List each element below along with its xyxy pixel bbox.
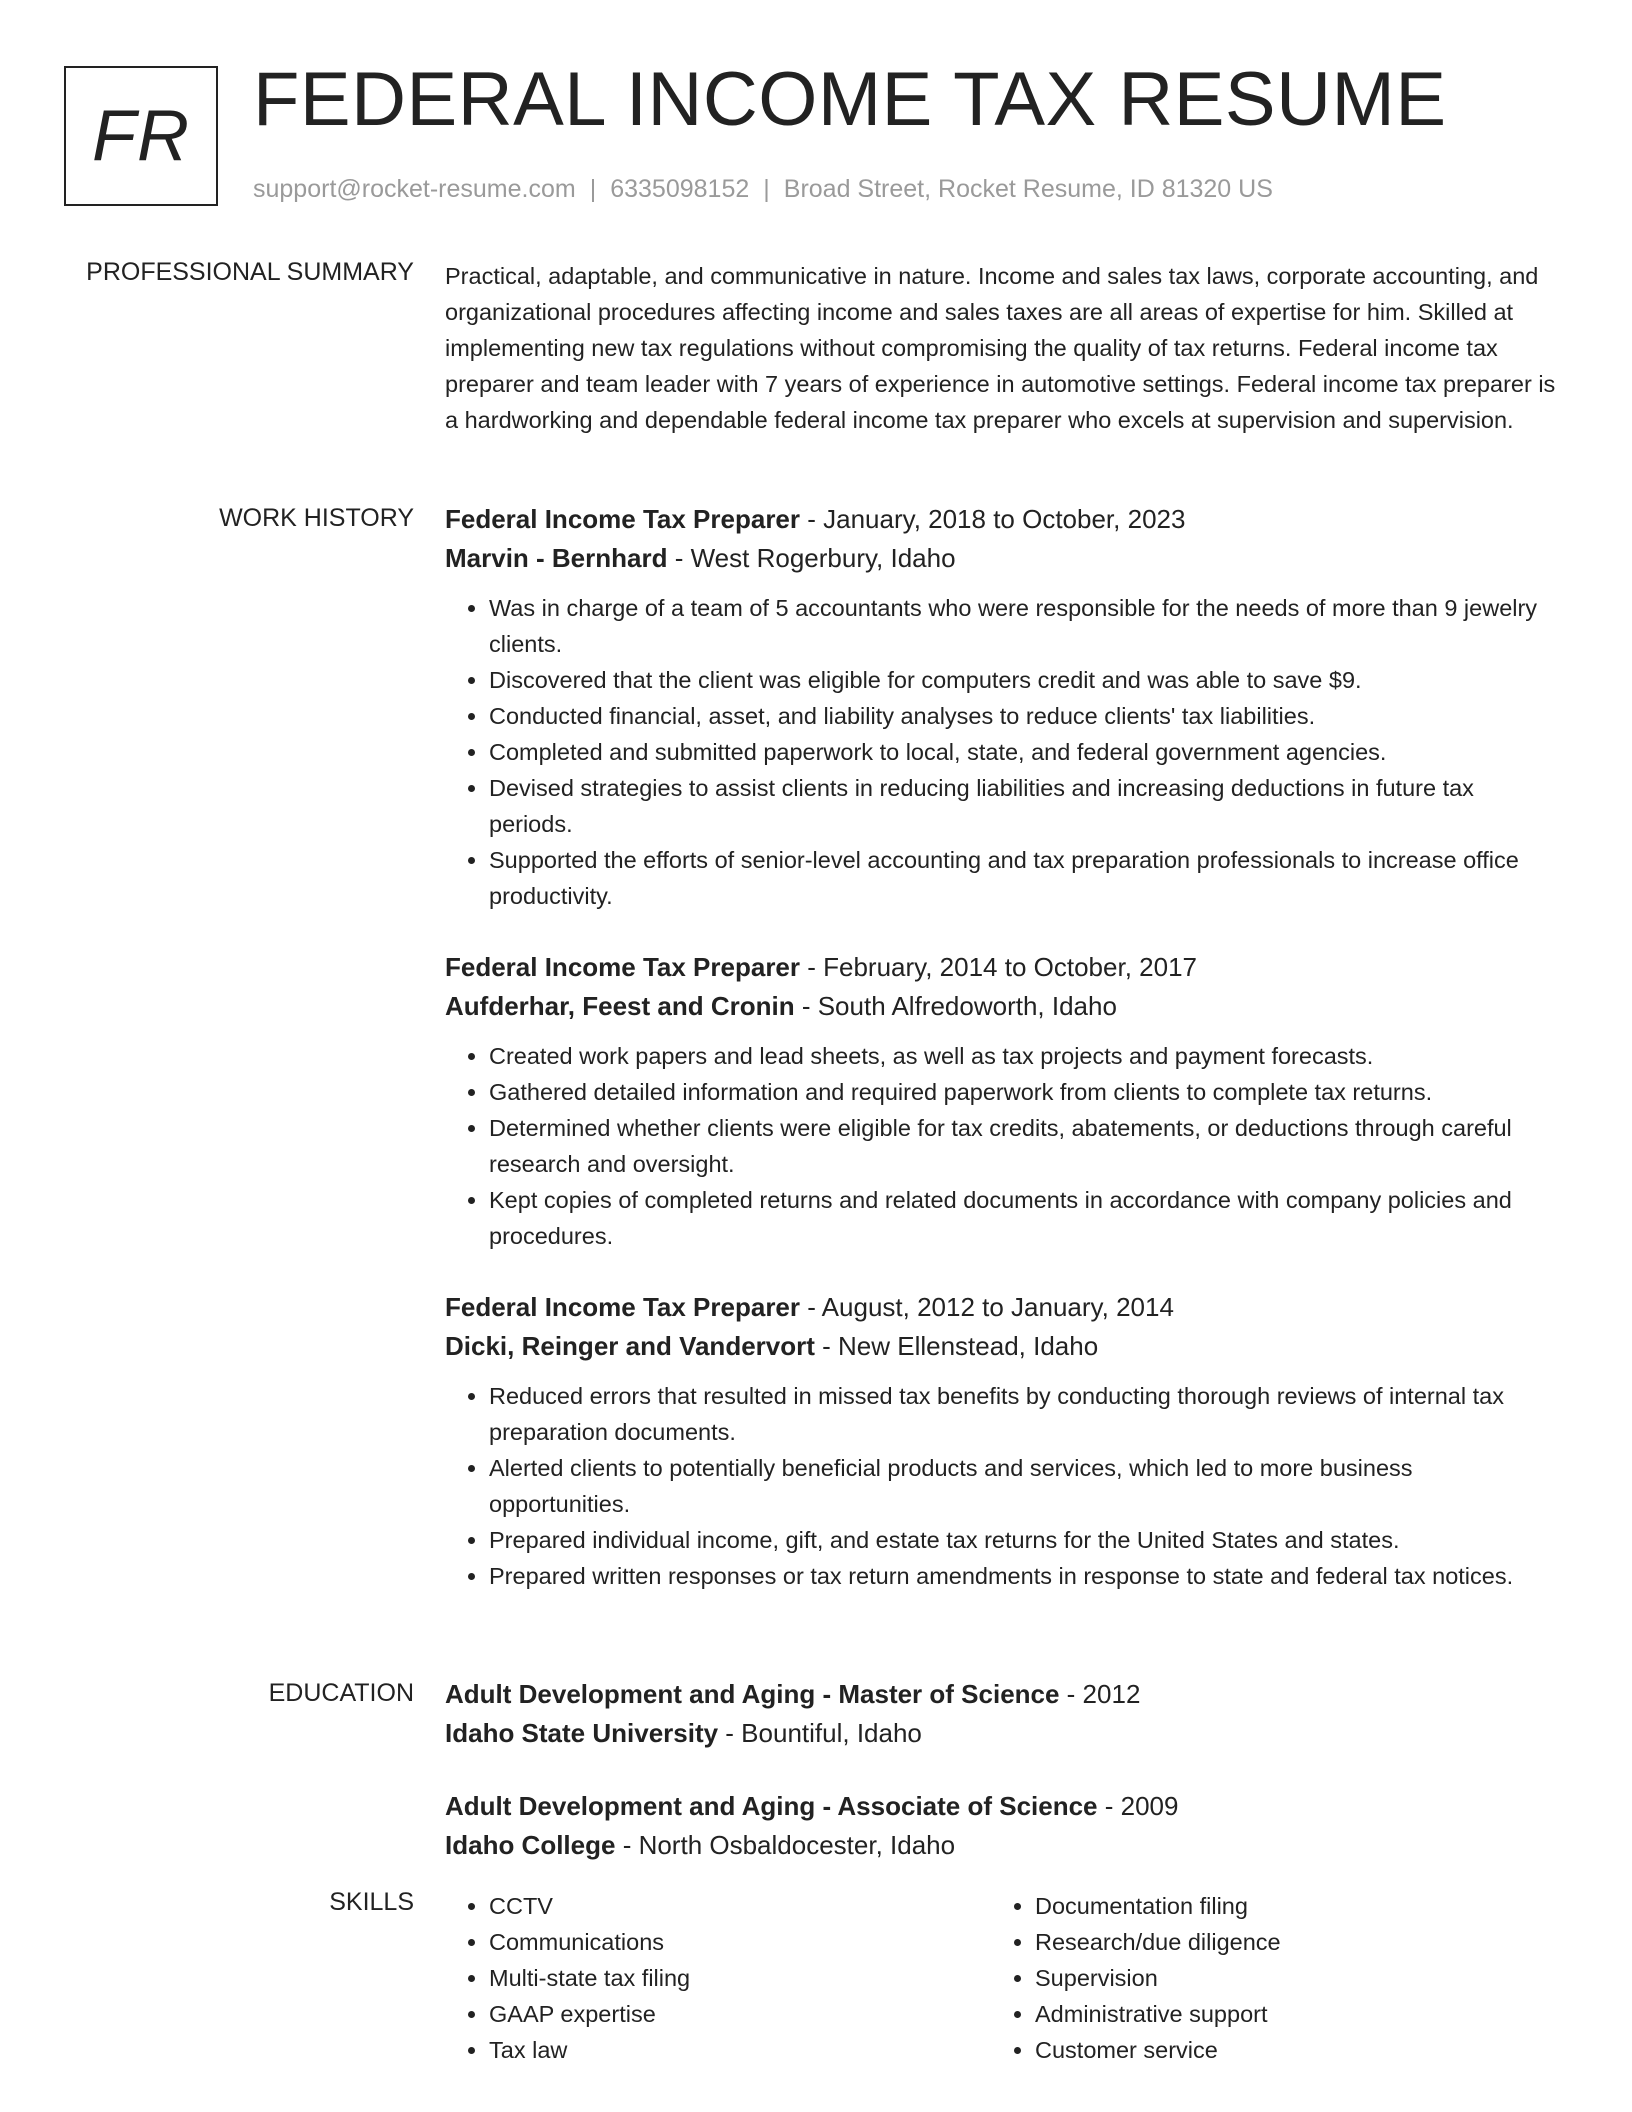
job-bullet: • Determined whether clients were eligible for tax credits, abatements, or deductions through careful research and oversight.: [489, 1110, 1560, 1182]
skill-item: • Communications: [489, 1924, 991, 1960]
job-bullet: • Reduced errors that resulted in missed tax benefits by conducting thorough reviews of internal tax preparation documents.: [489, 1378, 1560, 1450]
education-year: - 2009: [1097, 1791, 1179, 1821]
education-degree: Adult Development and Aging - Associate of Science: [445, 1791, 1098, 1821]
contact-separator: |: [763, 175, 770, 203]
job-title: Federal Income Tax Preparer: [445, 1292, 801, 1322]
job-company: Marvin - Bernhard: [445, 543, 668, 573]
job-bullet: • Devised strategies to assist clients in reducing liabilities and increasing deductions in future tax periods.: [489, 770, 1560, 842]
education-entry: [445, 1787, 1560, 1865]
job-bullet: • Created work papers and lead sheets, as well as tax projects and payment forecasts.: [489, 1038, 1560, 1074]
job-company: Aufderhar, Feest and Cronin: [445, 991, 795, 1021]
education-location: - Bountiful, Idaho: [718, 1718, 922, 1748]
skill-item: • Supervision: [1035, 1960, 1537, 1996]
section-label-education: EDUCATION: [268, 1679, 414, 1707]
job-company: Dicki, Reinger and Vandervort: [445, 1331, 815, 1361]
contact-separator: |: [589, 175, 597, 203]
job-bullets: [445, 590, 1560, 914]
education-school-line: [445, 1826, 1560, 1865]
section-label-skills: SKILLS: [329, 1888, 414, 1916]
education-entry: [445, 1675, 1560, 1753]
job-title-line: [445, 500, 1560, 539]
job-bullet: • Alerted clients to potentially beneficial products and services, which led to more business opportunities.: [489, 1450, 1560, 1522]
education-location: - North Osbaldocester, Idaho: [615, 1830, 956, 1860]
job-bullet: • Conducted financial, asset, and liability analyses to reduce clients' tax liabilities.: [489, 698, 1560, 734]
job-bullet: • Prepared written responses or tax return amendments in response to state and federal tax notices.: [489, 1558, 1560, 1594]
skill-item: • CCTV: [489, 1888, 991, 1924]
job-company-line: [445, 987, 1560, 1026]
education-degree-line: [445, 1675, 1560, 1714]
education-degree: Adult Development and Aging - Master of Science: [445, 1679, 1060, 1709]
skill-item: • Administrative support: [1035, 1996, 1537, 2032]
skill-item: • Tax law: [489, 2032, 991, 2068]
monogram-box: [64, 66, 218, 206]
job-title-line: [445, 948, 1560, 987]
job-location: - South Alfredoworth, Idaho: [794, 991, 1117, 1021]
summary-text: Practical, adaptable, and communicative in nature. Income and sales tax laws, corporate accounting, and organizational procedures affecting income and sales taxes are all areas of expertise for him. Skilled at implementing new tax regulations without compromising the quality of tax returns. Federal income tax preparer and team leader with 7 years of experience in automotive settings. Federal income tax preparer is a hardworking and dependable federal income tax preparer who excels at supervision and supervision.: [445, 263, 1556, 433]
education-year: - 2012: [1059, 1679, 1141, 1709]
contact-line: [253, 175, 1273, 204]
job-bullets: [445, 1378, 1560, 1594]
job-company-line: [445, 1327, 1560, 1366]
job-bullet: • Discovered that the client was eligible for computers credit and was able to save $9.: [489, 662, 1560, 698]
job-entry: [445, 1288, 1560, 1594]
job-dates: - January, 2018 to October, 2023: [800, 504, 1186, 534]
job-title: Federal Income Tax Preparer: [445, 952, 801, 982]
skills-list-left: [445, 1888, 991, 2068]
job-bullet: • Completed and submitted paperwork to local, state, and federal government agencies.: [489, 734, 1560, 770]
job-title: Federal Income Tax Preparer: [445, 504, 801, 534]
monogram-initials: FR: [92, 96, 190, 176]
skills-columns: [445, 1888, 1560, 2068]
job-location: - New Ellenstead, Idaho: [814, 1331, 1099, 1361]
job-title-line: [445, 1288, 1560, 1327]
job-bullet: • Was in charge of a team of 5 accountants who were responsible for the needs of more than 9 jewelry clients.: [489, 590, 1560, 662]
skill-item: • Customer service: [1035, 2032, 1537, 2068]
job-location: - West Rogerbury, Idaho: [667, 543, 956, 573]
education-degree-line: [445, 1787, 1560, 1826]
education-school: Idaho College: [445, 1830, 616, 1860]
job-bullet: • Supported the efforts of senior-level accounting and tax preparation professionals to increase office productivity.: [489, 842, 1560, 914]
contact-phone: 6335098152: [610, 175, 750, 203]
section-label-summary: PROFESSIONAL SUMMARY: [86, 258, 414, 286]
job-bullet: • Gathered detailed information and required paperwork from clients to complete tax returns.: [489, 1074, 1560, 1110]
job-entry: [445, 948, 1560, 1254]
skill-item: • GAAP expertise: [489, 1996, 991, 2032]
contact-email: support@rocket-resume.com: [253, 175, 576, 203]
job-entry: [445, 500, 1560, 914]
skill-item: • Multi-state tax filing: [489, 1960, 991, 1996]
job-bullets: [445, 1038, 1560, 1254]
job-dates: - February, 2014 to October, 2017: [800, 952, 1197, 982]
job-dates: - August, 2012 to January, 2014: [800, 1292, 1174, 1322]
skills-list-right: [991, 1888, 1537, 2068]
job-company-line: [445, 539, 1560, 578]
job-bullet: • Kept copies of completed returns and related documents in accordance with company policies and procedures.: [489, 1182, 1560, 1254]
skill-item: • Documentation filing: [1035, 1888, 1537, 1924]
skill-item: • Research/due diligence: [1035, 1924, 1537, 1960]
section-label-work-history: WORK HISTORY: [219, 504, 414, 532]
resume-title: FEDERAL INCOME TAX RESUME: [253, 57, 1447, 142]
education-school: Idaho State University: [445, 1718, 719, 1748]
contact-address: Broad Street, Rocket Resume, ID 81320 US: [783, 175, 1273, 203]
education-school-line: [445, 1714, 1560, 1753]
job-bullet: • Prepared individual income, gift, and estate tax returns for the United States and states.: [489, 1522, 1560, 1558]
